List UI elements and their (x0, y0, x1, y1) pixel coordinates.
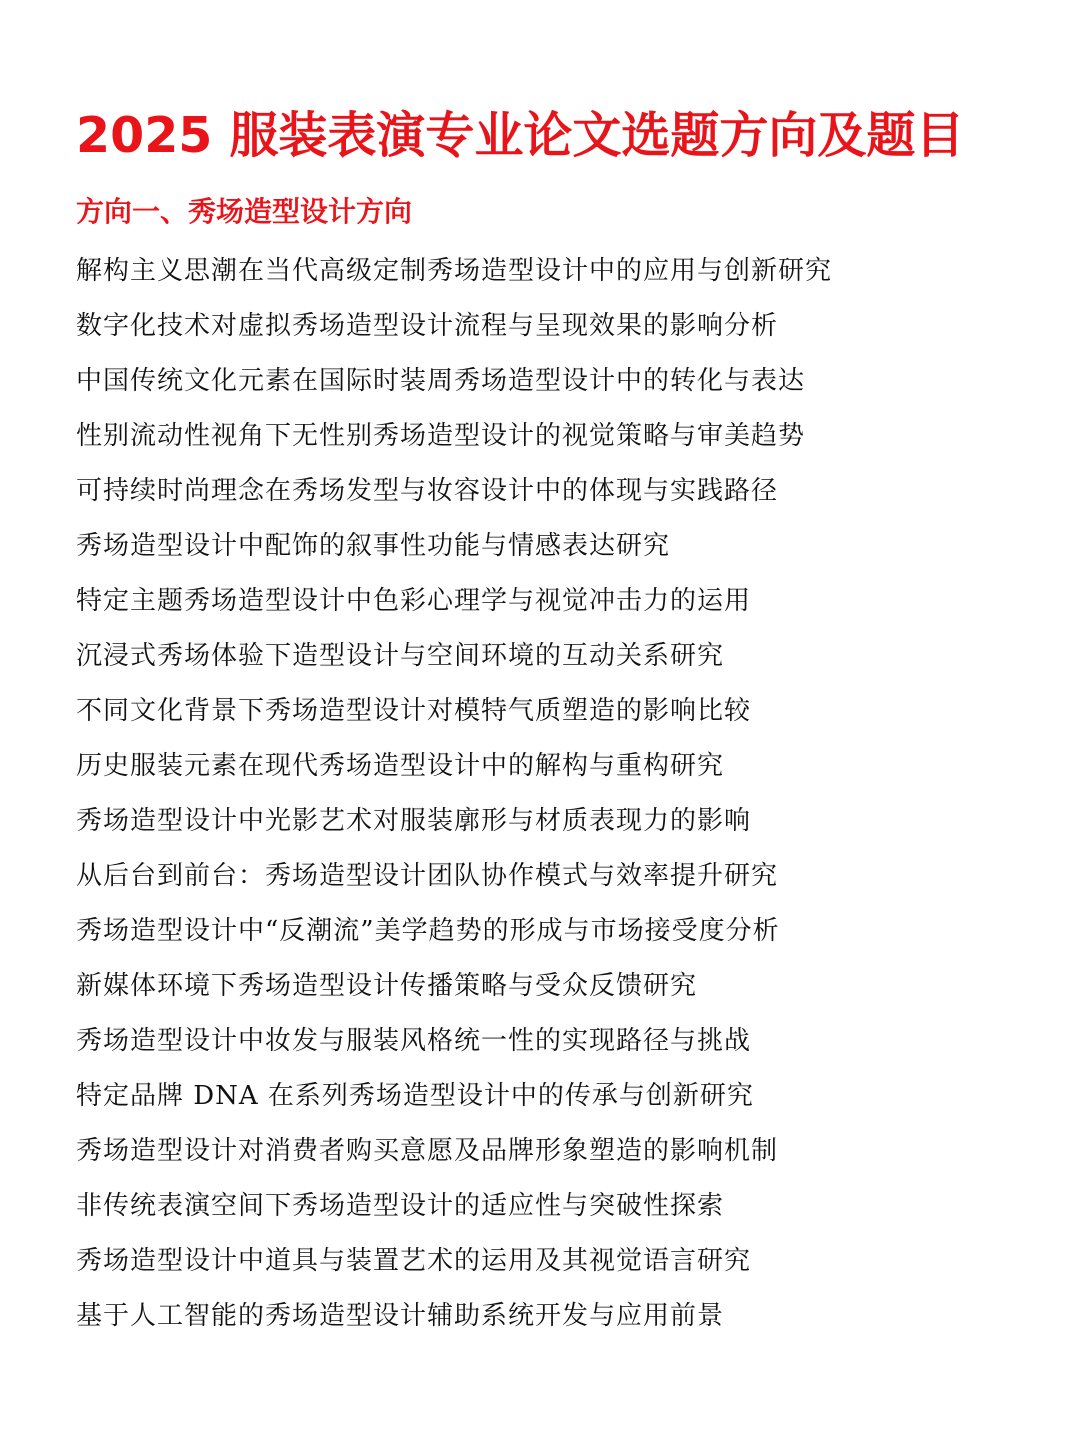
topic-item: 可持续时尚理念在秀场发型与妆容设计中的体现与实践路径 (76, 476, 779, 506)
section-heading: 方向一、秀场造型设计方向 (76, 195, 413, 228)
topic-item: 特定主题秀场造型设计中色彩心理学与视觉冲击力的运用 (76, 586, 752, 616)
topic-item: 性别流动性视角下无性别秀场造型设计的视觉策略与审美趋势 (76, 421, 806, 451)
topic-item: 数字化技术对虚拟秀场造型设计流程与呈现效果的影响分析 (76, 311, 779, 341)
topic-item: 秀场造型设计中光影艺术对服装廓形与材质表现力的影响 (76, 806, 752, 836)
topic-item: 秀场造型设计中配饰的叙事性功能与情感表达研究 (76, 531, 671, 561)
topic-item: 秀场造型设计中道具与装置艺术的运用及其视觉语言研究 (76, 1246, 752, 1276)
topic-list (76, 244, 832, 1344)
document-title: 2025 服装表演专业论文选题方向及题目 (76, 107, 965, 164)
topic-item: 秀场造型设计中妆发与服装风格统一性的实现路径与挑战 (76, 1026, 752, 1056)
topic-item: 秀场造型设计中“反潮流”美学趋势的形成与市场接受度分析 (76, 916, 780, 946)
topic-item: 解构主义思潮在当代高级定制秀场造型设计中的应用与创新研究 (76, 256, 833, 286)
topic-item: 历史服装元素在现代秀场造型设计中的解构与重构研究 (76, 751, 725, 781)
topic-item: 中国传统文化元素在国际时装周秀场造型设计中的转化与表达 (76, 366, 806, 396)
topic-item: 非传统表演空间下秀场造型设计的适应性与突破性探索 (76, 1191, 725, 1221)
topic-item: 从后台到前台：秀场造型设计团队协作模式与效率提升研究 (76, 861, 779, 891)
topic-item: 基于人工智能的秀场造型设计辅助系统开发与应用前景 (76, 1301, 725, 1331)
topic-item: 新媒体环境下秀场造型设计传播策略与受众反馈研究 (76, 971, 698, 1001)
topic-item: 沉浸式秀场体验下造型设计与空间环境的互动关系研究 (76, 641, 725, 671)
topic-item: 特定品牌 DNA 在系列秀场造型设计中的传承与创新研究 (76, 1081, 754, 1111)
topic-item: 秀场造型设计对消费者购买意愿及品牌形象塑造的影响机制 (76, 1136, 779, 1166)
topic-item: 不同文化背景下秀场造型设计对模特气质塑造的影响比较 (76, 696, 752, 726)
